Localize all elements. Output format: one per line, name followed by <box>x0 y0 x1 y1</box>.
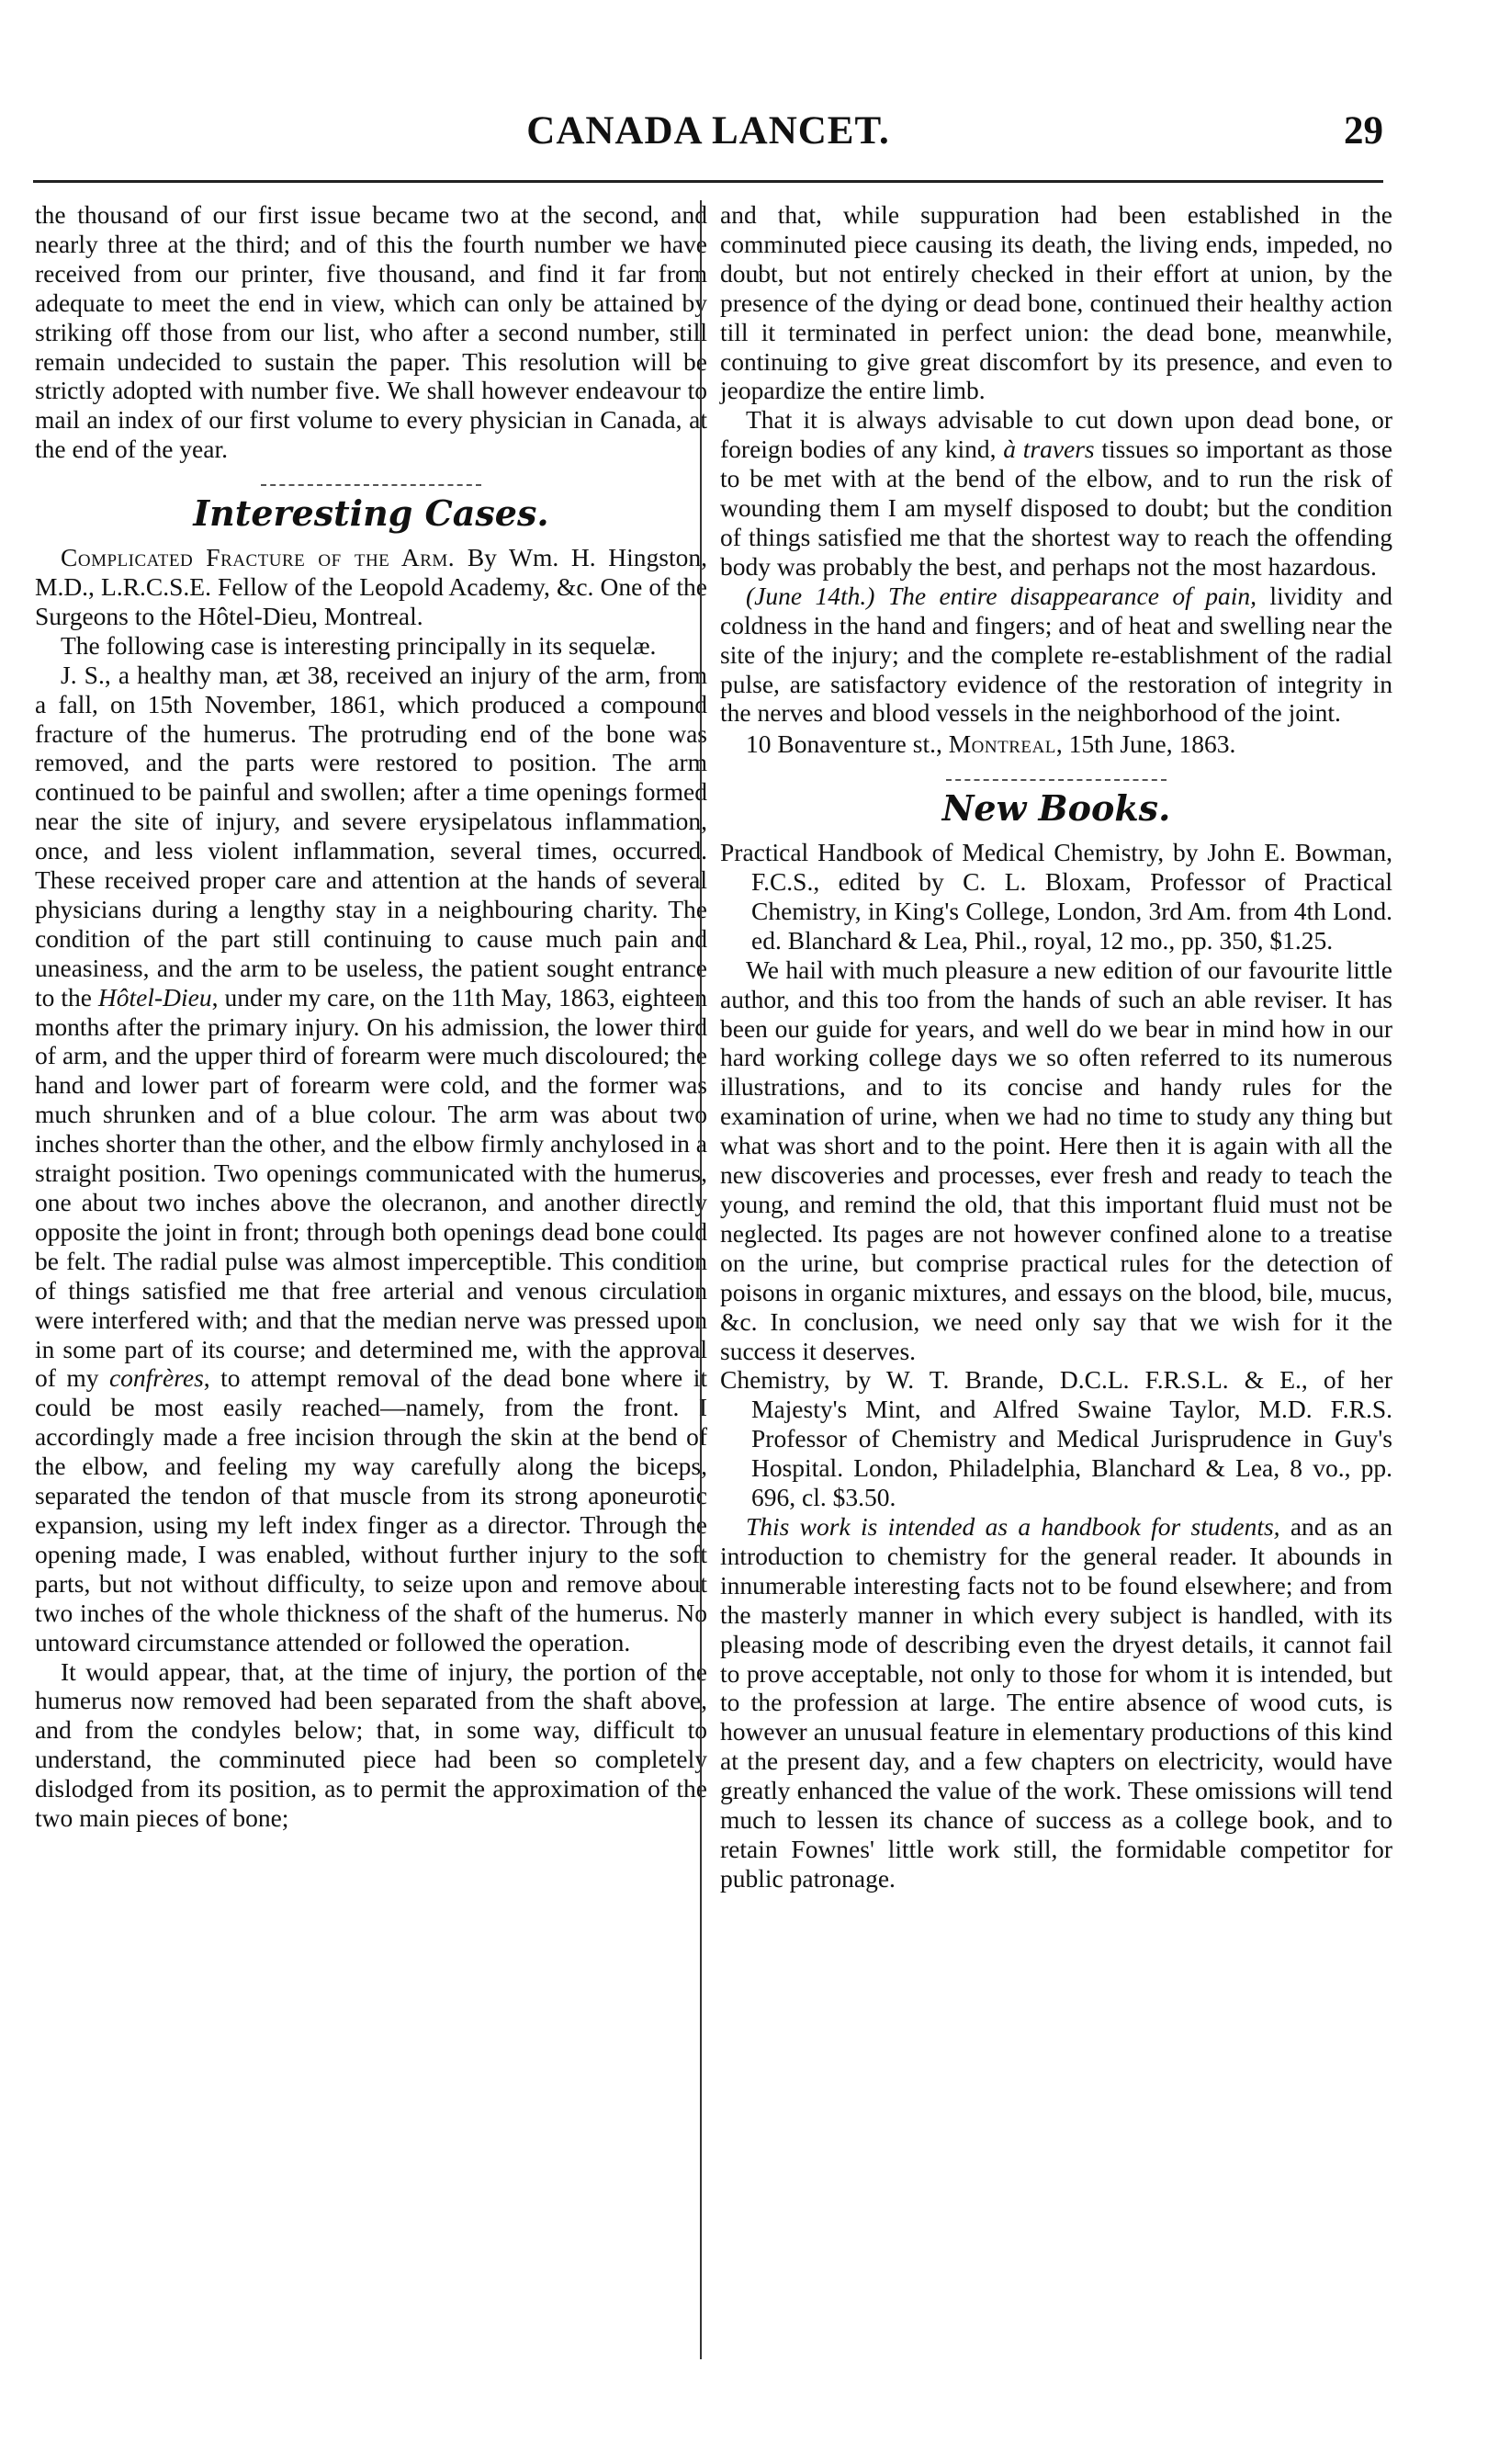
section-divider <box>261 484 481 486</box>
page-header <box>33 108 1383 164</box>
case-text-segment: , to attempt removal of the dead bone where it could be most easily reached—namely, from the front. I accordingly made a free incision through the skin at the bend of the elbow, and feeling my way carefully along the biceps, separated the tendon of that muscle from its strong aponeurotic expansion, using my left index finger as a director. Through the opening made, I was enabled, without further injury to the soft parts, but not without difficulty, to seize upon and remove about two inches of the whole thickness of the shaft of the humerus. No untoward circumstance attended or followed the operation. <box>35 1363 707 1656</box>
update-text-segment: lividity and coldness in the hand and fingers; and of heat and swelling near the site of the injury; and the complete re-establishment of the radial pulse, are satisfactory evidence of the restoration of integrity in the nerves and blood vessels in the neighborhood of the joint. <box>720 581 1392 728</box>
case-title: Complicated Fracture of the Arm. <box>61 543 456 572</box>
section-heading-interesting-cases: Interesting Cases. <box>193 492 549 535</box>
page-number: 29 <box>1344 109 1383 153</box>
case-text-italic: Hôtel-Dieu <box>97 982 212 1012</box>
book-review-2-text: and as an introduction to chemistry for the general reader. It abounds in innumerable interesting facts not to be found elsewhere; and from the masterly manner in which every subject is handled, with its pleasing mode of describing even the dryest details, it cannot fail to prove acceptable, not only to those for whom it is intended, but to the profession at large. The entire absence of wood cuts, is however an unusual feature in elementary productions of this kind at the present day, and a few chapters on electricity, would have greatly enhanced the value of the work. These omissions will tend much to lessen its chance of success as a college book, and to retain Fownes' little work still, the formidable competitor for public patronage. <box>720 1511 1392 1893</box>
dateline-address: 10 Bonaventure st., <box>746 729 949 759</box>
case-text-italic: confrères <box>108 1363 204 1393</box>
advice-paragraph <box>720 405 1392 581</box>
case-author: By Wm. H. Hingston, M.D., L.R.C.S.E. Fellow of the Leopold Academy, &c. One of the Surgeons to the Hôtel-Dieu, Montreal. <box>35 543 707 630</box>
section-divider <box>946 779 1167 781</box>
left-column <box>35 200 707 1833</box>
update-paragraph <box>720 582 1392 729</box>
dateline-date: , 15th June, 1863. <box>1055 729 1236 759</box>
case-text-segment: J. S., a healthy man, æt 38, received an injury of the arm, from a fall, on 15th November, 1861, which produced a compound fracture of the humerus. The protruding end of the bone was removed, and the parts were restored to position. The arm continued to be painful and swollen; after a time openings formed near the site of injury, and severe erysipelatous inflammation, once, and less violent inflammation, several times, occurred. These received proper care and attention at the hands of several physicians during a lengthy stay in a neighbouring charity. The condition of the part still continuing to cause much pain and uneasiness, and the arm to be useless, the patient sought entrance to the <box>35 660 707 1012</box>
dateline-city: Montreal <box>948 729 1056 759</box>
case-paragraph-2 <box>35 661 707 1657</box>
header-rule <box>33 180 1383 183</box>
case-text-segment: , under my care, on the 11th May, 1863, eighteen months after the primary injury. On his admission, the lower third of arm, and the upper third of forearm were much discoloured; the hand and lower part of forearm were cold, and the former was much shrunken and of a blue colour. The arm was about two inches shorter than the other, and the elbow firmly anchylosed in a straight position. Two openings communicated with the humerus, one about two inches above the olecranon, and another directly opposite the joint in front; through both openings dead bone could be felt. The radial pulse was almost imperceptible. This condition of things satisfied me that free arterial and venous circulation were interfered with; and that the median nerve was pressed upon in some part of its course; and determined me, with the approval of my <box>35 982 708 1393</box>
book-review-1: We hail with much pleasure a new edition of our favourite little author, and this too from the hands of such an able reviser. It has been our guide for years, and well do we bear in mind how in our hard working college days we so often referred to its numerous illustrations, and to its concise and handy rules for the examination of urine, when we had no time to study any thing but what was short and to the point. Here then it is again with all the new discoveries and processes, ever fresh and ready to teach the young, and remind the old, that this important fluid must not be neglected. Its pages are not however confined alone to a treatise on the urine, but comprise practical rules for the detection of poisons in organic mixtures, and essays on the blood, bile, mucus, &c. In conclusion, we need only say that we wish for it the success it deserves. <box>720 955 1392 1365</box>
column-divider <box>700 200 702 2359</box>
case-paragraph-3: It would appear, that, at the time of injury, the portion of the humerus now removed had been separated from the shaft above, and from the condyles below; that, in some way, difficult to understand, the comminuted piece had been so completely dislodged from its position, as to permit the approximation of the two main pieces of bone; <box>35 1656 707 1833</box>
intro-paragraph: the thousand of our first issue became two at the second, and nearly three at the third; and of this the fourth number we have received from our printer, five thousand, and find it far from adequate to meet the end in view, which can only be attained by striking off those from our list, who after a second number, still remain undecided to sustain the paper. This resolution will be strictly adopted with number five. We shall however endeavour to mail an index of our first volume to every physician in Canada, at the end of the year. <box>35 200 707 464</box>
advice-text-segment: That it is always advisable to cut down upon dead bone, or foreign bodies of any kind, <box>720 405 1392 464</box>
dateline <box>720 729 1392 759</box>
book-entry-1: Practical Handbook of Medical Chemistry, by John E. Bowman, F.C.S., edited by C. L. Bloxam, Professor of Practical Chemistry, in King's College, London, 3rd Am. from 4th Lond. ed. Blanchard & Lea, Phil., royal, 12 mo., pp. 350, $1.25. <box>720 838 1392 955</box>
book-entry-2: Chemistry, by W. T. Brande, D.C.L. F.R.S.L. & E., of her Majesty's Mint, and Alfred Swaine Taylor, M.D. F.R.S. Professor of Chemistry and Medical Jurisprudence in Guy's Hospital. London, Philadelphia, Blanchard & Lea, 8 vo., pp. 696, cl. $3.50. <box>720 1365 1392 1512</box>
case-header <box>35 543 707 631</box>
book-review-2 <box>720 1512 1392 1893</box>
section-heading-new-books: New Books. <box>941 787 1171 830</box>
right-column <box>720 200 1392 1893</box>
book-review-2-italic: This work is intended as a handbook for students, <box>746 1511 1280 1541</box>
continued-paragraph: and that, while suppuration had been established in the comminuted piece causing its death, the living ends, impeded, no doubt, but not entirely checked in their effort at union, by the presence of the dying or dead bone, continued their healthy action till it terminated in perfect union: the dead bone, meanwhile, continuing to give great discomfort by its presence, and even to jeopardize the entire limb. <box>720 200 1392 405</box>
advice-text-segment: tissues so important as those to be met with at the bend of the elbow, and to run the risk of wounding them I am myself disposed to doubt; but the condition of things satisfied me that the shortest way to reach the offending body was probably the best, and perhaps not the most hazardous. <box>720 435 1392 581</box>
advice-text-italic: à travers <box>1003 435 1095 464</box>
case-paragraph-1: The following case is interesting principally in its sequelæ. <box>61 630 657 660</box>
update-text-italic: (June 14th.) The entire disappearance of pain, <box>746 581 1257 610</box>
running-title: CANADA LANCET. <box>526 109 890 153</box>
